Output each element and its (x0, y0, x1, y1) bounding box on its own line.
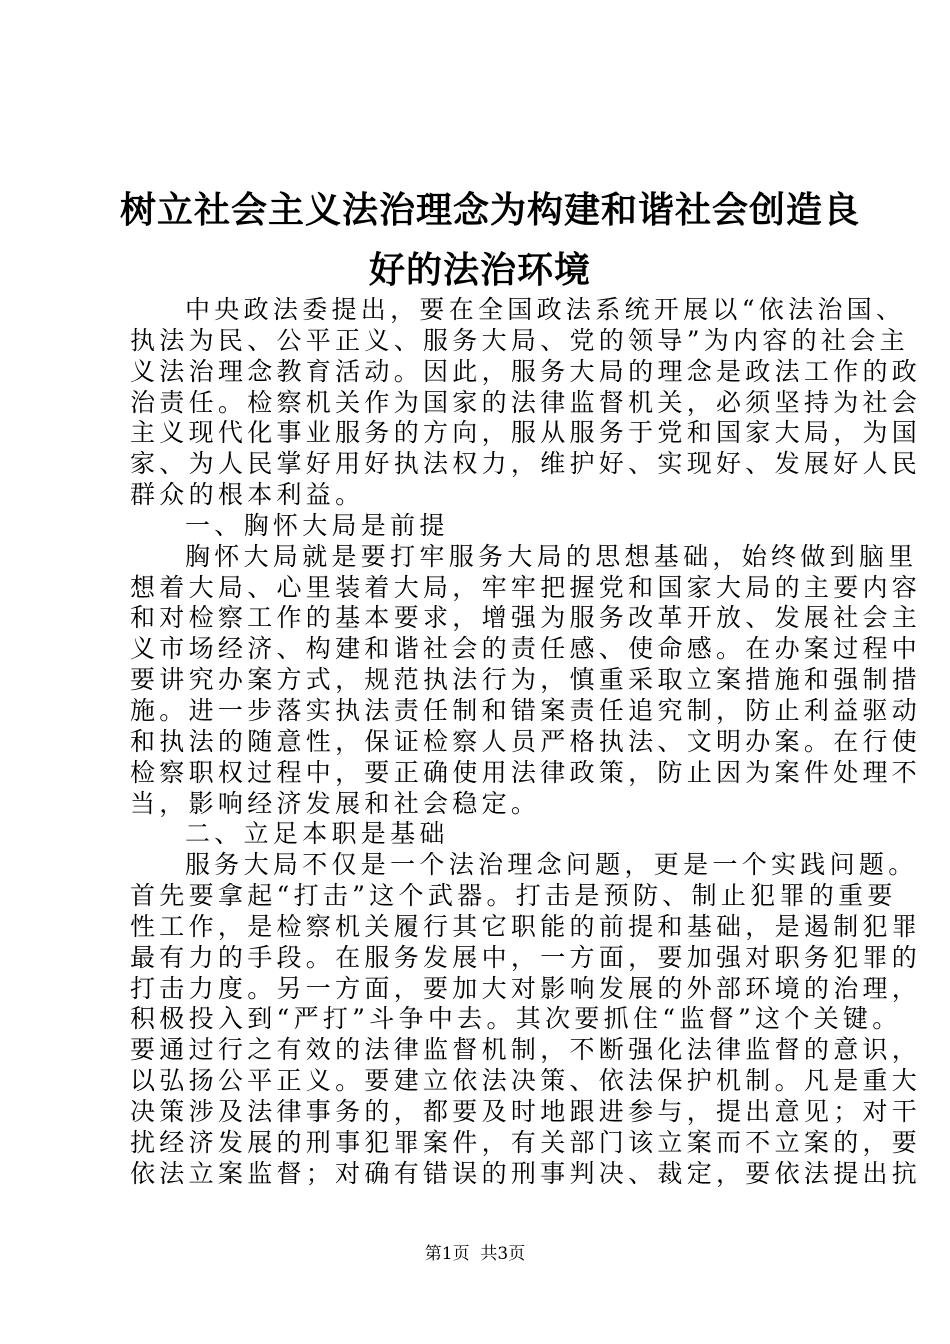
body-line: 要通过行之有效的法律监督机制，不断强化法律监督的意识， (130, 1035, 922, 1065)
body-line: 中央政法委提出，要在全国政法系统开展以“依法治国、 (185, 295, 906, 324)
section-heading: 二、立足本职是基础 (185, 819, 449, 849)
body-line: 群众的根本利益。 (130, 480, 365, 510)
body-line: 最有力的手段。在服务发展中，一方面，要加强对职务犯罪的 (130, 942, 922, 972)
body-line: 性工作，是检察机关履行其它职能的前提和基础，是遏制犯罪 (130, 911, 922, 941)
body-line: 首先要拿起“打击”这个武器。打击是预防、制止犯罪的重要 (130, 881, 897, 911)
body-line: 当，影响经济发展和社会稳定。 (130, 788, 541, 818)
document-title-line-2: 好的法治环境 (368, 249, 591, 291)
page-footer: 第1页 共3页 (424, 1244, 526, 1264)
body-line: 依法立案监督；对确有错误的刑事判决、裁定，要依法提出抗 (130, 1158, 922, 1188)
body-line: 家、为人民掌好用好执法权力，维护好、实现好、发展好人民 (130, 449, 922, 479)
body-line: 胸怀大局就是要打牢服务大局的思想基础，始终做到脑里 (185, 541, 918, 571)
body-line: 想着大局、心里装着大局，牢牢把握党和国家大局的主要内容 (130, 572, 922, 602)
document-title-line-1: 树立社会主义法治理念为构建和谐社会创造良 (120, 189, 861, 231)
body-line: 主义现代化事业服务的方向，服从服务于党和国家大局，为国 (130, 418, 922, 448)
body-line: 扰经济发展的刑事犯罪案件，有关部门该立案而不立案的，要 (130, 1127, 922, 1157)
body-line: 和执法的随意性，保证检察人员严格执法、文明办案。在行使 (130, 726, 922, 756)
body-line: 义市场经济、构建和谐社会的责任感、使命感。在办案过程中 (130, 634, 922, 664)
body-line: 以弘扬公平正义。要建立依法决策、依法保护机制。凡是重大 (130, 1066, 922, 1096)
body-line: 义法治理念教育活动。因此，服务大局的理念是政法工作的政 (130, 356, 922, 386)
body-line: 和对检察工作的基本要求，增强为服务改革开放、发展社会主 (130, 603, 922, 633)
body-line: 检察职权过程中，要正确使用法律政策，防止因为案件处理不 (130, 757, 922, 787)
body-line: 执法为民、公平正义、服务大局、党的领导”为内容的社会主 (130, 325, 909, 355)
body-line: 治责任。检察机关作为国家的法律监督机关，必须坚持为社会 (130, 387, 922, 417)
body-line: 要讲究办案方式，规范执法行为，慎重采取立案措施和强制措 (130, 665, 922, 695)
section-heading: 一、胸怀大局是前提 (185, 510, 449, 540)
body-line: 决策涉及法律事务的，都要及时地跟进参与，提出意见；对干 (130, 1096, 922, 1126)
document-body (130, 295, 922, 1189)
body-line: 服务大局不仅是一个法治理念问题，更是一个实践问题。 (185, 850, 918, 880)
body-line: 打击力度。另一方面，要加大对影响发展的外部环境的治理， (130, 973, 922, 1003)
body-line: 积极投入到“严打”斗争中去。其次要抓住“监督”这个关键。 (130, 1004, 902, 1034)
body-line: 施。进一步落实执法责任制和错案责任追究制，防止利益驱动 (130, 695, 922, 725)
